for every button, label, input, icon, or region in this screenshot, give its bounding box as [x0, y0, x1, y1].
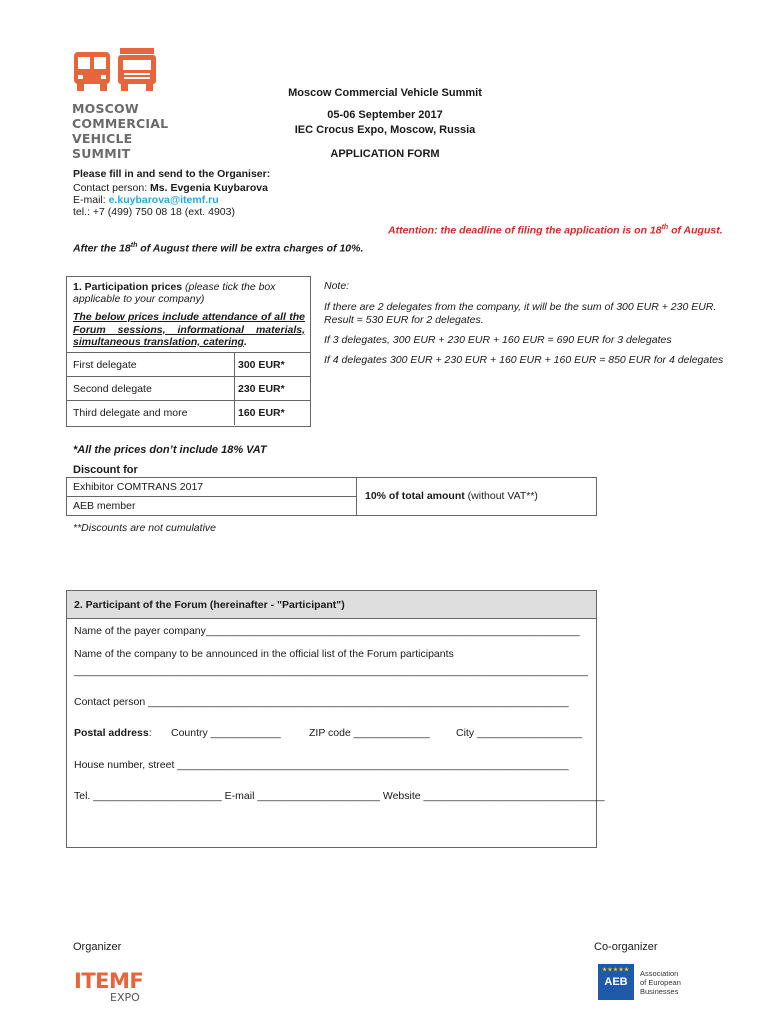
logo-line: MOSCOW — [72, 101, 139, 116]
price-row — [67, 376, 310, 400]
itemf-wordmark: ITEMF — [74, 969, 144, 993]
aeb-line: Businesses — [640, 986, 679, 996]
participation-prices-table — [66, 276, 311, 427]
price-row — [67, 400, 310, 424]
email-link[interactable]: e.kuybarova@itemf.ru — [108, 194, 219, 206]
stars-icon: ★★★★★ — [602, 967, 630, 973]
event-dates: 05-06 September 2017 — [327, 109, 443, 121]
prices-includes-dot: . — [243, 336, 247, 348]
form-header — [240, 86, 530, 162]
postal-label: Postal address — [74, 727, 149, 739]
country-field[interactable]: Country ____________ — [171, 727, 281, 739]
attention-deadline — [388, 224, 723, 237]
price-row — [67, 352, 310, 376]
price-row-label: Third delegate and more — [73, 407, 188, 419]
aeb-mark: AEB — [604, 976, 628, 988]
house-street-field[interactable]: House number, street ___________________________________________________________________ — [74, 759, 569, 771]
aeb-line: of European — [640, 977, 681, 987]
itemf-logo — [74, 970, 143, 1004]
event-venue: IEC Crocus Expo, Moscow, Russia — [294, 124, 476, 136]
discount-amount-bold: 10% of total amount — [365, 490, 465, 502]
bus-truck-icon — [72, 48, 158, 94]
price-row-value[interactable]: 230 EUR* — [234, 377, 310, 401]
tel-email-website-field[interactable]: Tel. ______________________ E-mail _____________________ Website _______________________________ — [74, 790, 605, 802]
note-three-delegates: If 3 delegates, 300 EUR + 230 EUR + 160 EUR = 690 EUR for 3 delegates — [324, 334, 672, 346]
discount-footnote: **Discounts are not cumulative — [73, 522, 216, 534]
discount-amount-rest: (without VAT**) — [464, 490, 538, 502]
aeb-line: Association — [640, 968, 679, 978]
after-sup: th — [130, 242, 138, 249]
aeb-name — [640, 969, 681, 996]
contact-person-label: Contact person: — [73, 182, 151, 194]
aeb-emblem — [598, 964, 634, 1000]
email-label: E-mail: — [73, 194, 109, 206]
company-label: Name of the company to be announced in the official list of the Forum participants — [74, 648, 454, 660]
note-two-delegates: If there are 2 delegates from the company, it will be the sum of 300 EUR + 230 EUR. Result = 530 EUR for 2 delegates. — [324, 301, 717, 326]
prices-heading-note: (please tick the box applicable to your company) — [73, 281, 276, 305]
prices-heading-bold: 1. Participation prices — [73, 281, 183, 293]
form-title: APPLICATION FORM — [330, 148, 440, 160]
discount-exhibitor[interactable]: Exhibitor COMTRANS 2017 — [67, 478, 357, 497]
after-text-end: of August there will be extra charges of 10%. — [137, 242, 364, 255]
company-field[interactable]: ________________________________________________________________________________________ — [74, 665, 588, 677]
city-field[interactable]: City __________________ — [456, 727, 583, 739]
extra-charges — [73, 242, 363, 255]
attention-text-end: of August. — [668, 224, 723, 237]
logo-line: VEHICLE — [72, 131, 133, 146]
payer-company-field[interactable]: Name of the payer company________________________________________________________________ — [74, 625, 580, 637]
participant-form — [66, 590, 605, 848]
event-title: Moscow Commercial Vehicle Summit — [288, 87, 482, 99]
summit-logo — [72, 48, 182, 161]
note-label: Note: — [324, 280, 350, 292]
contact-person-field[interactable]: Contact person ________________________________________________________________________ — [74, 696, 569, 708]
price-row-value[interactable]: 300 EUR* — [234, 353, 310, 377]
discount-aeb-member[interactable]: AEB member — [67, 497, 357, 515]
after-text: After the 18 — [73, 242, 131, 255]
attention-text: Attention: the deadline of filing the application is on 18 — [388, 224, 662, 237]
organizer-label: Organizer — [73, 941, 122, 953]
prices-includes-text: The below prices include attendance of all the Forum sessions, informational materials, simultaneous translation, catering — [73, 311, 305, 348]
postal-colon: : — [148, 727, 152, 739]
contact-tel: tel.: +7 (499) 750 08 18 (ext. 4903) — [73, 206, 235, 218]
price-row-label: First delegate — [73, 359, 137, 371]
participant-heading: 2. Participant of the Forum (hereinafter - "Participant") — [67, 591, 596, 619]
prices-includes — [73, 311, 305, 349]
logo-wordmark — [72, 101, 182, 161]
attention-sup: th — [661, 224, 669, 231]
price-row-value[interactable]: 160 EUR* — [234, 401, 310, 425]
note-four-delegates: If 4 delegates 300 EUR + 230 EUR + 160 EUR + 160 EUR = 850 EUR for 4 delegates — [324, 354, 724, 366]
price-row-label: Second delegate — [73, 383, 152, 395]
expo-wordmark: EXPO — [110, 991, 140, 1004]
discount-table — [66, 477, 597, 516]
vat-note: *All the prices don’t include 18% VAT — [73, 444, 267, 456]
pricing-note — [324, 280, 724, 367]
aeb-logo — [598, 964, 681, 1000]
prices-heading — [73, 281, 305, 305]
contact-person-name: Ms. Evgenia Kuybarova — [150, 182, 268, 194]
logo-line: COMMERCIAL — [72, 116, 169, 131]
instruction: Please fill in and send to the Organiser: — [73, 168, 271, 180]
zip-field[interactable]: ZIP code _____________ — [309, 727, 430, 739]
coorganizer-label: Co-organizer — [594, 941, 658, 953]
discount-amount — [365, 490, 538, 502]
postal-address — [74, 727, 152, 739]
logo-line: SUMMIT — [72, 146, 131, 161]
discount-label: Discount for — [73, 464, 138, 476]
